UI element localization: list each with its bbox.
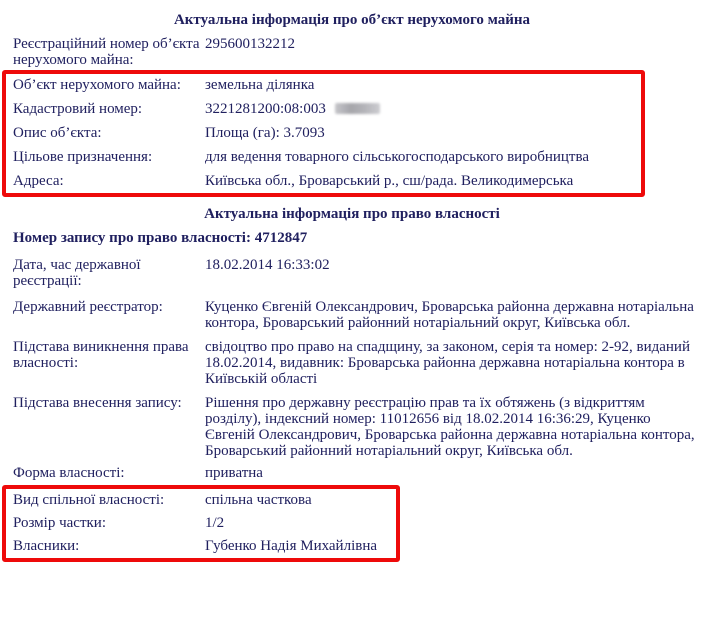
field-value: приватна [205,465,263,481]
field-row-ownership-basis [2,339,702,387]
field-value: Рішення про державну реєстрацію прав та їх обтяжень (з відкриттям розділу), індексний номер: 11012656 від 18.02.2014 16:36:29, Куценко Євгеній Олександрович, Броварська районна державна нотаріальна контора, Броварський районний нотаріальний округ, Київська обл. [205,395,695,459]
field-value: Київська обл., Броварський р., сш/рада. Великодимерська [205,173,574,189]
field-label: Власники: [13,538,80,554]
field-label: Розмір частки: [13,515,106,531]
field-row-object-type [6,77,641,93]
field-value [205,101,641,117]
field-label: Вид спільної власності: [13,492,165,508]
field-label: Цільове призначення: [13,149,153,165]
field-value: Губенко Надія Михайлівна [205,538,378,554]
section1-title: Актуальна інформація про об’єкт нерухомого майна [173,12,531,28]
field-label: Об’єкт нерухомого майна: [13,77,181,93]
field-row-cadastral-number [6,101,641,117]
ownership-record-number: Номер запису про право власності: 4712847 [13,230,308,246]
field-label: Форма власності: [13,465,125,481]
field-row-designated-purpose [6,149,641,165]
field-row-object-description [6,125,641,141]
field-value: свідоцтво про право на спадщину, за законом, серія та номер: 2-92, виданий 18.02.2014, видавник: Броварська районна державна нотаріальна контора в Київській області [205,339,690,387]
field-row-registration-number [2,36,702,68]
field-value: земельна ділянка [205,77,315,93]
field-value: для ведення товарного сільськогосподарського виробництва [205,149,590,165]
field-value: 295600132212 [205,36,295,52]
field-value: Площа (га): 3.7093 [205,125,325,141]
cadastral-number-value: 3221281200:08:003 [205,101,326,117]
field-value: 1/2 [205,515,225,531]
field-value: Куценко Євгеній Олександрович, Броварська районна державна нотаріальна контора, Броварський районний нотаріальний округ, Київська обл. [205,299,694,331]
field-label: Дата, час державної реєстрації: [13,257,141,289]
field-label: Підстава виникнення права власності: [13,339,189,371]
field-label: Опис об’єкта: [13,125,102,141]
redacted-cadastral-suffix [335,103,380,114]
field-label: Кадастровий номер: [13,101,143,117]
field-row-ownership-form [2,465,702,481]
field-label: Реєстраційний номер об’єкта нерухомого майна: [13,36,200,68]
section2-title: Актуальна інформація про право власності [204,206,500,222]
field-label: Адреса: [13,173,64,189]
field-row-record-entry-basis [2,395,702,459]
highlight-box-object-info [2,70,645,197]
highlight-box-ownership-share [2,485,400,562]
field-row-address [6,173,641,189]
field-row-state-registrar [2,299,702,331]
field-row-registration-datetime [2,257,702,289]
field-value: спільна часткова [205,492,312,508]
field-label: Підстава внесення запису: [13,395,182,411]
field-label: Державний реєстратор: [13,299,163,315]
field-row-owners [6,538,396,554]
field-row-share-size [6,515,396,531]
field-row-joint-ownership-type [6,492,396,508]
field-value: 18.02.2014 16:33:02 [205,257,330,273]
